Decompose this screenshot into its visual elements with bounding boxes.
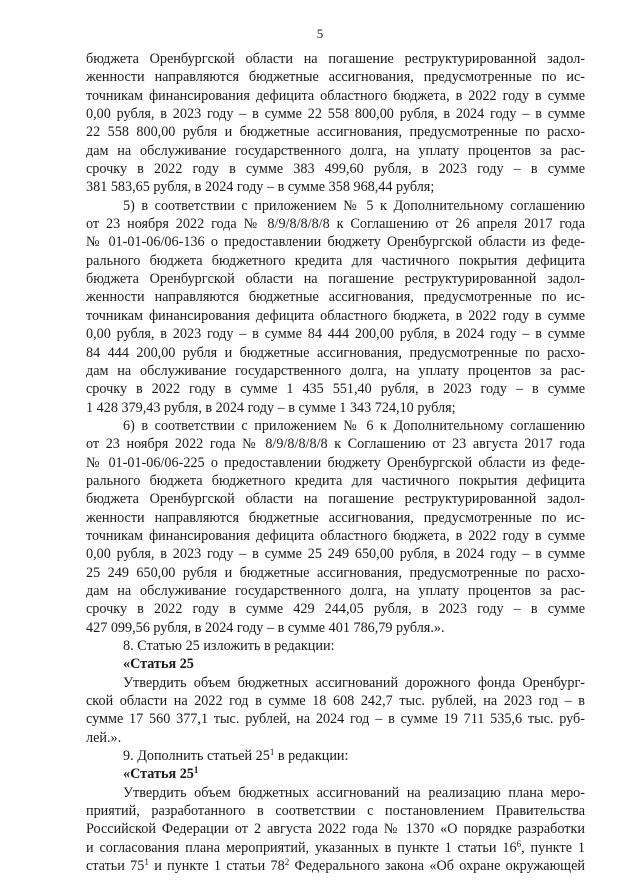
p-item-5-line-8: 0,00 рубля, в 2023 году – в сумме 84 444 200,00 рубля, в 2024 году – в сумме	[86, 326, 585, 343]
p-continuation-line-3: точникам финансирования дефицита областного бюджета, в 2022 году в сумме	[86, 87, 585, 104]
p-item-6-line-4: рального бюджета бюджетного кредита для частичного покрытия дефицита	[86, 472, 585, 489]
p-item-6-line-9: 25 249 650,00 рубля и бюджетные ассигнования, предусмотренные по расхо-	[86, 564, 585, 581]
p-item-6-line-8: 0,00 рубля, в 2023 году – в сумме 25 249 650,00 рубля, в 2024 году – в сумме	[86, 546, 585, 563]
p-item-6-line-3: № 01-01-06/06-225 о предоставлении бюджету Оренбургской области из феде-	[86, 454, 585, 471]
p-continuation-line-5: 22 558 800,00 рубля и бюджетные ассигнования, предусмотренные по расхо-	[86, 124, 585, 141]
page-number: 5	[316, 26, 324, 41]
p-article-25-1-line-3: Российской Федерации от 2 августа 2022 года № 1370 «О порядке разработки	[86, 821, 585, 838]
p-item-6-line-11: срочку в 2022 году в сумме 429 244,05 рубля, в 2023 году – в сумме	[86, 601, 585, 618]
p-item-5-line-5: бюджета Оренбургской области на погашение реструктурированной задол-	[86, 271, 585, 288]
p-continuation-line-4: 0,00 рубля, в 2023 году – в сумме 22 558 800,00 рубля, в 2024 году – в сумме	[86, 106, 585, 123]
p-item-5-line-10: дам на обслуживание государственного долга, на уплату процентов за рас-	[86, 362, 585, 379]
p-continuation-line-2: женности направляются бюджетные ассигнования, предусмотренные по ис-	[86, 69, 585, 86]
p-item-6-line-6: женности направляются бюджетные ассигнования, предусмотренные по ис-	[86, 509, 585, 526]
p-article-25-1-line-2: приятий, разработанного в соответствии с постановлением Правительства	[86, 803, 585, 820]
p-article-25-1-line-5: статьи $75^1$ и пункте 1 статьи $78^2$ Федерального закона «Об охране окружающей	[86, 857, 585, 875]
p-item-5-line-7: точникам финансирования дефицита областного бюджета, в 2022 году в сумме	[86, 307, 585, 324]
p-article-25-line-1: Утвердить объем бюджетных ассигнований дорожного фонда Оренбург-	[123, 674, 585, 691]
p-continuation-line-8: 381 583,65 рубля, в 2024 году – в сумме 358 968,44 рубля;	[86, 179, 435, 196]
p-item-5-line-12: 1 428 379,43 рубля, в 2024 году – в сумме 1 343 724,10 рубля;	[86, 399, 456, 416]
p-article-25-line-3: сумме 17 560 377,1 тыс. рублей, на 2024 год – в сумме 19 711 535,6 тыс. руб-	[86, 711, 585, 728]
p-item-5-line-4: рального бюджета бюджетного кредита для частичного покрытия дефицита	[86, 252, 585, 269]
p-continuation-line-1: бюджета Оренбургской области на погашение реструктурированной задол-	[86, 51, 585, 67]
p-item-6-line-1: 6) в соответствии с приложением № 6 к Дополнительному соглашению	[123, 417, 585, 434]
p-article-25-1-line-4: и согласования плана мероприятий, указанных в пункте 1 статьи $16^6$, пункте 1	[86, 838, 585, 856]
p-item-9-line-1: 9. Дополнить статьей $25^1$ в редакции:	[123, 747, 349, 765]
p-item-6-line-5: бюджета Оренбургской области на погашение реструктурированной задол-	[86, 491, 585, 508]
p-item-8-line-1: 8. Статью 25 изложить в редакции:	[123, 638, 335, 654]
p-item-5-line-11: срочку в 2022 году в сумме 1 435 551,40 рубля, в 2023 году – в сумме	[86, 381, 585, 398]
p-article-25-line-2: ской области на 2022 год в сумме 18 608 242,7 тыс. рублей, на 2023 год – в	[86, 693, 585, 710]
p-item-6-line-2: от 23 ноября 2022 года № 8/9/8/8/8/8 к Соглашению от 23 августа 2017 года	[86, 436, 585, 453]
p-article-25-1-line-1: Утвердить объем бюджетных ассигнований на реализацию плана меро-	[123, 784, 585, 801]
p-item-5-line-3: № 01-01-06/06-136 о предоставлении бюджету Оренбургской области из феде-	[86, 234, 585, 251]
p-item-5-line-9: 84 444 200,00 рубля и бюджетные ассигнования, предусмотренные по расхо-	[86, 344, 585, 361]
p-item-6-line-7: точникам финансирования дефицита областного бюджета, в 2022 году в сумме	[86, 527, 585, 544]
p-heading-25-line-1: «Статья 25	[123, 656, 194, 673]
p-item-6-line-12: 427 099,56 рубля, в 2024 году – в сумме 401 786,79 рубля.».	[86, 619, 445, 636]
p-article-25-line-4: лей.».	[86, 729, 122, 746]
p-heading-25-1-line-1: «Статья $25^1$	[123, 765, 199, 783]
p-continuation-line-6: дам на обслуживание государственного долга, на уплату процентов за рас-	[86, 142, 585, 159]
p-item-6-line-10: дам на обслуживание государственного долга, на уплату процентов за рас-	[86, 582, 585, 599]
document-body	[86, 50, 585, 875]
p-item-5-line-2: от 23 ноября 2022 года № 8/9/8/8/8/8 к Соглашению от 26 апреля 2017 года	[86, 216, 585, 233]
p-continuation-line-7: срочку в 2022 году в сумме 383 499,60 рубля, в 2023 году – в сумме	[86, 161, 585, 178]
p-item-5-line-1: 5) в соответствии с приложением № 5 к Дополнительному соглашению	[123, 197, 585, 214]
p-item-5-line-6: женности направляются бюджетные ассигнования, предусмотренные по ис-	[86, 289, 585, 306]
